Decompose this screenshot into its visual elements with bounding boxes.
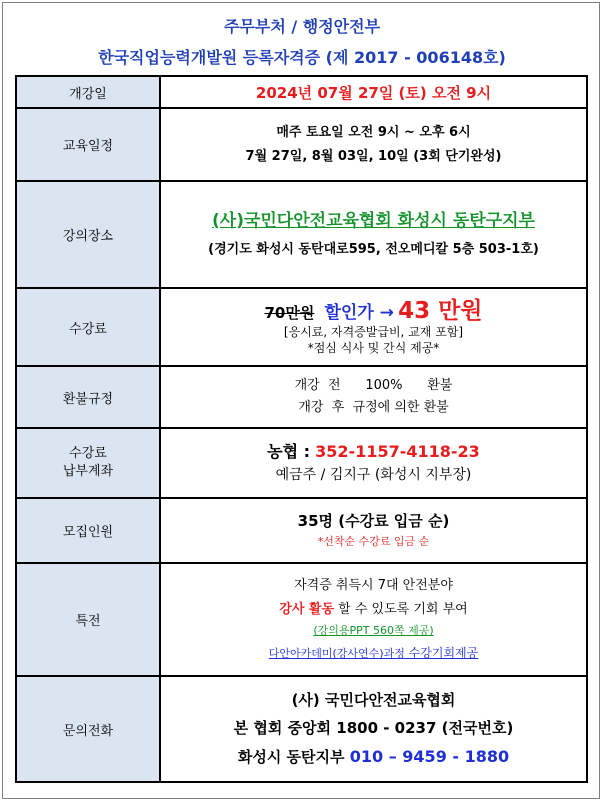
contact-line2: 본 협회 중앙회 1800 - 0237 (전국번호) (233, 719, 514, 738)
label-benefits: 특전 (16, 563, 160, 676)
row-venue (16, 181, 587, 288)
row-benefits (16, 563, 587, 676)
refund-line2: 개강 후 규정에 의한 환불 (298, 400, 449, 415)
fee-note: *점심 식사 및 간식 제공* (307, 340, 440, 355)
capacity-line2: *선착순 수강료 입금 순 (317, 535, 430, 549)
row-fee (16, 288, 587, 366)
capacity-line1: 35명 (수강료 입금 순) (297, 511, 450, 530)
account-number: 352-1157-4118-23 (315, 441, 480, 461)
benefits-line2-rest: 할 수 있도록 기회 부여 (334, 601, 468, 617)
benefits-line1: 자격증 취득시 7대 안전분야 (294, 578, 453, 594)
label-schedule: 교육일정 (16, 108, 160, 181)
benefits-ppt-link[interactable]: (강의용PPT 560쪽 제공) (313, 624, 434, 638)
info-table (15, 75, 588, 783)
benefits-instructor: 강사 활동 (279, 601, 335, 617)
schedule-line1: 매주 토요일 오전 9시 ~ 오후 6시 (276, 124, 471, 140)
row-capacity (16, 498, 587, 563)
contact-line1: (사) 국민다안전교육협회 (291, 690, 456, 709)
row-schedule (16, 108, 587, 181)
benefits-course-link[interactable]: 수강기회제공 (404, 646, 479, 661)
header-registration: 한국직업능력개발원 등록자격증 (제 2017 - 006148호) (98, 48, 506, 67)
label-venue: 강의장소 (16, 181, 160, 288)
fee-original: 70만원 (264, 303, 315, 322)
row-open-date (16, 76, 587, 108)
row-refund (16, 366, 587, 428)
benefits-academy-link[interactable]: 다안아카데미(강사연수)과정 (268, 647, 405, 661)
schedule-line2: 7월 27일, 8월 03일, 10일 (3회 단기완성) (245, 148, 502, 164)
account-holder: 예금주 / 김지구 (화성시 지부장) (275, 467, 472, 484)
row-contact (16, 676, 587, 782)
label-contact: 문의전화 (16, 676, 160, 782)
open-date-value: 2024년 07월 27일 (토) 오전 9시 (255, 83, 492, 102)
venue-name-link[interactable]: (사)국민다안전교육협회 화성시 동탄구지부 (212, 211, 535, 232)
fee-discount-price: 43 만원 (398, 297, 483, 324)
venue-address: (경기도 화성시 동탄대로595, 전오메디칼 5층 503-1호) (208, 242, 539, 258)
label-account-2: 납부계좌 (62, 464, 114, 479)
label-open-date: 개강일 (16, 76, 160, 108)
label-fee: 수강료 (16, 288, 160, 366)
refund-line1: 개강 전 100% 환불 (294, 378, 453, 394)
label-refund: 환불규정 (16, 366, 160, 428)
label-account-1: 수강료 (69, 446, 107, 462)
account-bank: 농협 : (267, 441, 311, 461)
fee-includes: [응시료, 자격증발급비, 교재 포함] (283, 325, 464, 340)
contact-branch: 화성시 동탄지부 (237, 748, 350, 767)
contact-branch-phone: 010 – 9459 - 1880 (349, 747, 510, 767)
row-account (16, 428, 587, 498)
label-capacity: 모집인원 (16, 498, 160, 563)
header-ministry: 주무부처 / 행정안전부 (223, 17, 381, 36)
fee-discount-label: 할인가 → (324, 302, 394, 323)
